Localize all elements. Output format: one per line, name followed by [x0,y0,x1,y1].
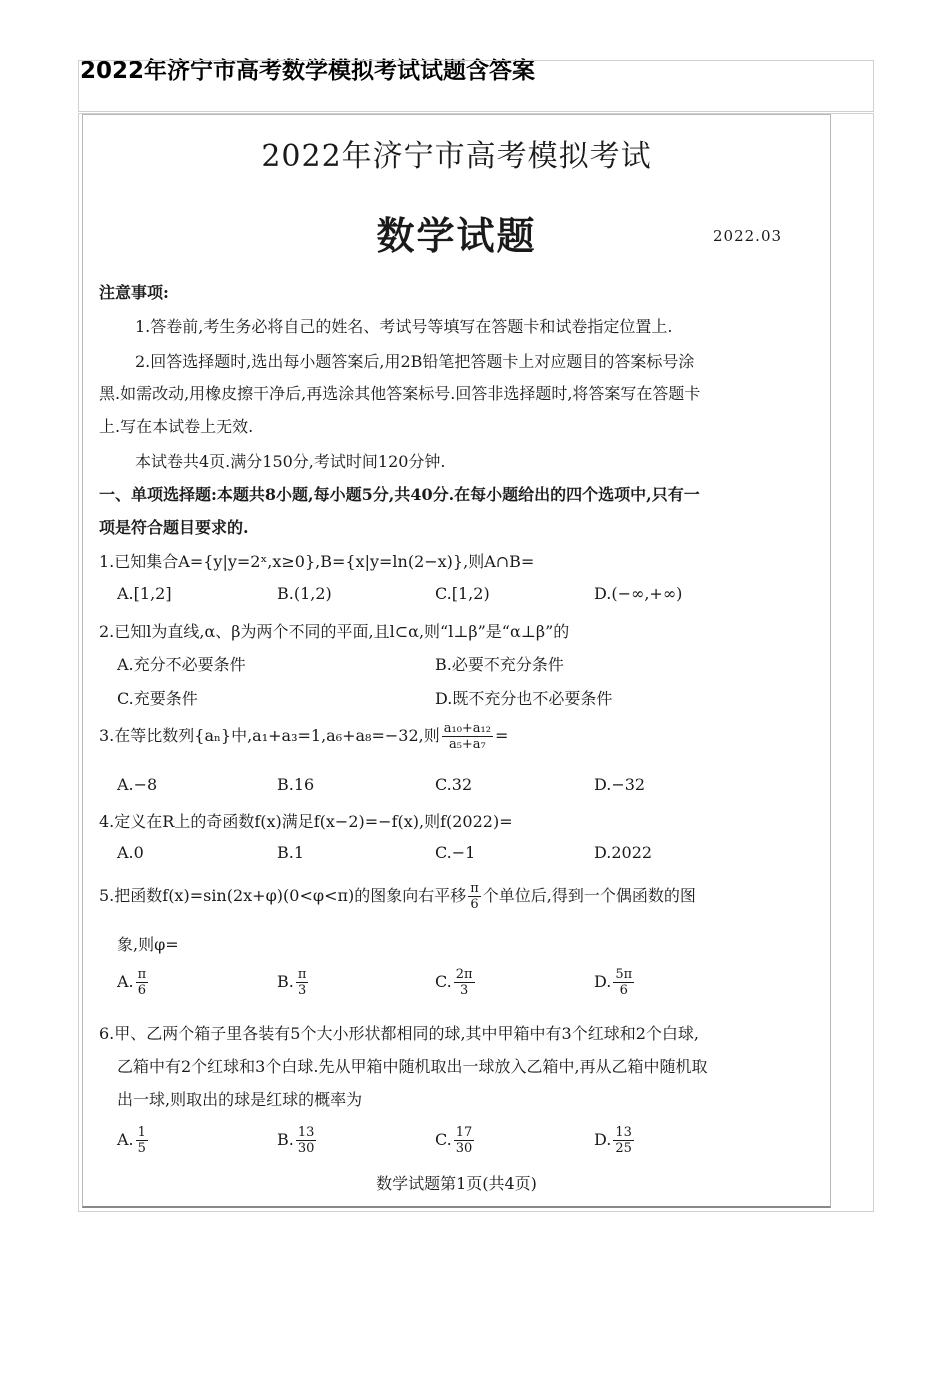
page-footer: 数学试题第1页(共4页) [376,1174,537,1193]
question-2-option-a: A.充分不必要条件 [117,655,246,674]
section-1-heading-line-2: 项是符合题目要求的. [99,518,249,537]
exam-info: 本试卷共4页.满分150分,考试时间120分钟. [135,452,446,471]
note-item-2-line-1: 2.回答选择题时,选出每小题答案后,用2B铅笔把答题卡上对应题目的答案标号涂 [135,352,695,371]
question-4-stem: 4.定义在R上的奇函数f(x)满足f(x−2)=−f(x),则f(2022)= [99,812,513,831]
question-6-stem-line-2: 乙箱中有2个红球和3个白球.先从甲箱中随机取出一球放入乙箱中,再从乙箱中随机取 [117,1057,708,1076]
question-2-option-d: D.既不充分也不必要条件 [435,689,613,708]
exam-date: 2022.03 [713,227,783,245]
question-4-option-d: D.2022 [594,843,653,862]
note-item-1: 1.答卷前,考生务必将自己的姓名、考试号等填写在答题卡和试卷指定位置上. [135,317,673,336]
question-1-option-c: C.[1,2) [435,584,490,603]
question-3-fraction: $\frac{\text{a₁₀+a₁₂}}{\text{a₅+a₇}}$ [443,721,491,752]
note-item-2-line-2: 黑.如需改动,用橡皮擦干净后,再选涂其他答案标号.回答非选择题时,将答案写在答题卡 [99,384,701,403]
question-5-option-c: C. $\frac{2\pi}{3}$ [435,967,473,998]
question-5-option-a: A. $\frac{\pi}{6}$ [117,967,147,998]
question-6-option-b: B. $\frac{13}{30}$ [277,1125,315,1156]
question-3-stem: 3.在等比数列{aₙ}中,a₁+a₃=1,a₆+a₈=−32,则 $\frac{\text{a₁₀+a₁₂}}{\text{a₅+a₇}}$ = [99,721,509,752]
section-1-heading-line-1: 一、单项选择题:本题共8小题,每小题5分,共40分.在每小题给出的四个选项中,只有一 [99,485,700,504]
question-6-option-c: C. $\frac{17}{30}$ [435,1125,473,1156]
question-5-stem-line-2: 象,则φ= [117,935,179,954]
question-4-option-a: A.0 [117,843,144,862]
question-6-option-d: D. $\frac{13}{25}$ [594,1125,632,1156]
question-1-option-d: D.(−∞,+∞) [594,584,683,603]
subject-title: 数学试题 [376,213,537,258]
document-title: 2022年济宁市高考数学模拟考试试题含答案 [80,58,536,84]
question-5-fraction: $\frac{\pi}{6}$ [470,881,479,912]
question-5-stem: 5.把函数f(x)=sin(2x+φ)(0<φ<π)的图象向右平移 $\frac{\pi}{6}$ 个单位后,得到一个偶函数的图 [99,881,696,912]
notes-heading: 注意事项: [99,283,169,302]
question-2-option-c: C.充要条件 [117,689,198,708]
question-6-stem-line-1: 6.甲、乙两个箱子里各装有5个大小形状都相同的球,其中甲箱中有3个红球和2个白球, [99,1024,699,1043]
exam-page-scan [82,114,831,1208]
question-3-stem-text: 3.在等比数列{aₙ}中,a₁+a₃=1,a₆+a₈=−32,则 [99,726,440,745]
exam-title: 2022年济宁市高考模拟考试 [261,139,652,174]
question-1-option-a: A.[1,2] [117,584,172,603]
question-1-option-b: B.(1,2) [277,584,332,603]
question-4-option-c: C.−1 [435,843,476,862]
question-4-option-b: B.1 [277,843,305,862]
question-6-option-a: A. $\frac{1}{5}$ [117,1125,146,1156]
question-6-stem-line-3: 出一球,则取出的球是红球的概率为 [117,1090,363,1109]
question-3-option-a: A.−8 [117,775,158,794]
question-5-option-d: D. $\frac{5\pi}{6}$ [594,967,633,998]
question-2-stem: 2.已知l为直线,α、β为两个不同的平面,且l⊂α,则“l⊥β”是“α⊥β”的 [99,622,570,641]
question-3-option-d: D.−32 [594,775,646,794]
question-3-option-b: B.16 [277,775,315,794]
note-item-2-line-3: 上.写在本试卷上无效. [99,417,254,436]
question-1-stem: 1.已知集合A={y|y=2ˣ,x≥0},B={x|y=ln(2−x)},则A∩B= [99,552,535,571]
header-box [78,60,874,112]
question-3-option-c: C.32 [435,775,473,794]
question-2-option-b: B.必要不充分条件 [435,655,564,674]
question-5-option-b: B. $\frac{\pi}{3}$ [277,967,307,998]
